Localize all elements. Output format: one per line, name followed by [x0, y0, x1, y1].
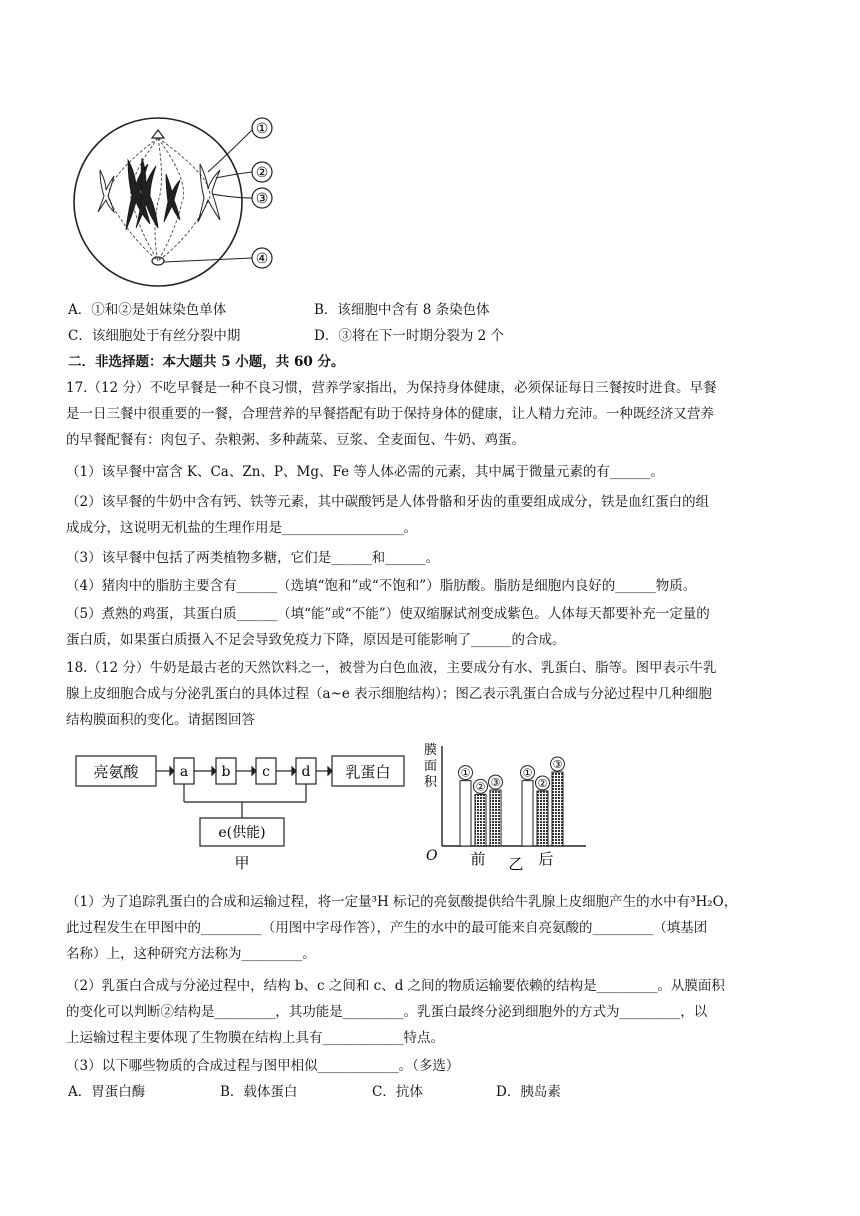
bar-before-1: [460, 781, 471, 846]
bar-after-2: [537, 791, 548, 846]
chromosomes: [126, 158, 180, 230]
q18-sub3: （3）以下哪些物质的合成过程与图甲相似____________。（多选）: [66, 1058, 460, 1074]
q17-line: 17.（12 分）不吃早餐是一种不良习惯，营养学家指出，为保持身体健康，必须保证每日三餐按时进食。早餐: [66, 380, 717, 396]
label-b: b: [221, 764, 231, 780]
centriole-top: [152, 130, 164, 138]
q17-line: 的早餐配餐有：肉包子、杂粮粥、多种蔬菜、豆浆、全麦面包、牛奶、鸡蛋。: [66, 432, 525, 448]
caption-jia: 甲: [234, 854, 250, 872]
bar-label: ②: [537, 776, 548, 790]
spindle-fibers: [109, 138, 210, 261]
q18-option-a: A．胃蛋白酶: [68, 1084, 146, 1100]
q18-sub1-cont: 名称）上，这种研究方法称为_________。: [66, 946, 316, 962]
label-3: [252, 188, 272, 208]
q16-option-a: A．①和②是姐妹染色单体: [68, 302, 227, 318]
group-label-before: 前: [470, 850, 486, 868]
ylabel-char: 积: [424, 775, 438, 790]
section-heading: 二．非选择题：本大题共 5 小题，共 60 分。: [68, 354, 345, 370]
q18-sub2-cont: 的变化可以判断②结构是_________，其功能是_________。乳蛋白最终分泌到细胞外的方式为_________，以: [66, 1004, 708, 1020]
q18-option-c: C．抗体: [372, 1084, 423, 1100]
q16-option-d: D．③将在下一时期分裂为 2 个: [314, 328, 504, 344]
label-milk-protein: 乳蛋白: [345, 763, 391, 781]
q17-sub4: （4）猪肉中的脂肪主要含有______（选填“饱和”或“不饱和”）脂肪酸。脂肪是细胞内良好的______物质。: [66, 578, 697, 594]
bar-label: ③: [552, 758, 563, 772]
origin-label: O: [426, 848, 438, 864]
svg-text:①: ①: [255, 121, 269, 137]
label-2: [252, 162, 272, 182]
label-a: a: [179, 764, 189, 780]
svg-text:④: ④: [255, 251, 269, 267]
bar-before-3: [490, 790, 501, 846]
label-d: d: [301, 764, 311, 780]
bar-label: ②: [475, 780, 486, 794]
bar-label: ①: [460, 766, 471, 780]
bar-after-3: [552, 772, 563, 846]
ylabel-char: 膜: [424, 743, 438, 758]
q18-sub2-cont: 上运输过程主要体现了生物膜在结构上具有____________特点。: [66, 1030, 444, 1046]
label-lines: [164, 130, 252, 262]
label-4: [252, 248, 272, 268]
q16-option-b: B．该细胞中含有 8 条染色体: [314, 302, 490, 318]
cell-division-figure: [70, 112, 290, 288]
q17-sub5-cont: 蛋白质，如果蛋白质摄入不足会导致免疫力下降，原因是可能影响了______的合成。: [66, 632, 566, 648]
q17-sub2-cont: 成成分，这说明无机盐的生理作用是__________________。: [66, 520, 417, 536]
chromosome-left: [98, 170, 114, 212]
q18-option-b: B．载体蛋白: [220, 1084, 298, 1100]
q18-sub2: （2）乳蛋白合成与分泌过程中，结构 b、c 之间和 c、d 之间的物质运输要依赖的结构是_________。从膜面积: [66, 978, 725, 994]
bar-label: ③: [490, 776, 501, 790]
q17-sub1: （1）该早餐中富含 K、Ca、Zn、P、Mg、Fe 等人体必需的元素，其中属于微量元素的有______。: [66, 464, 664, 480]
group-label-after: 后: [538, 850, 554, 868]
q18-intro-line: 结构膜面积的变化。请据图回答: [66, 712, 255, 728]
figure-jia-flow-diagram: [74, 744, 414, 872]
caption-yi: 乙: [508, 855, 524, 870]
q18-intro-line: 腺上皮细胞合成与分泌乳蛋白的具体过程（a~e 表示细胞结构）；图乙表示乳蛋白合成与分泌过程中几种细胞: [66, 686, 712, 702]
svg-text:②: ②: [255, 165, 269, 181]
q18-intro-line: 18.（12 分）牛奶是最古老的天然饮料之一，被誉为白色血液，主要成分有水、乳蛋白、脂等。图甲表示牛乳: [66, 660, 717, 676]
q17-sub2: （2）该早餐的牛奶中含有钙、铁等元素，其中碳酸钙是人体骨骼和牙齿的重要组成成分，铁是血红蛋白的组: [66, 494, 710, 510]
q18-sub1: （1）为了追踪乳蛋白的合成和运输过程，将一定量³H 标记的亮氨酸提供给牛乳腺上皮细胞产生的水中有³H₂O，: [66, 894, 738, 910]
bar-label: ①: [522, 766, 533, 780]
q17-line: 是一日三餐中很重要的一餐，合理营养的早餐搭配有助于保持身体的健康，让人精力充沛。一种既经济又营养: [66, 406, 714, 422]
figure-yi-bar-chart: [420, 740, 590, 870]
ylabel-char: 面: [424, 759, 438, 774]
chromosome-right: [198, 164, 220, 222]
label-leucine: 亮氨酸: [93, 763, 139, 781]
q17-sub3: （3）该早餐中包括了两类植物多糖，它们是______和______。: [66, 550, 440, 566]
label-energy: e(供能): [218, 825, 266, 841]
bar-before-2: [475, 794, 486, 846]
q18-option-d: D．胰岛素: [496, 1084, 561, 1100]
q18-sub1-cont: 此过程发生在甲图中的_________（用图中字母作答），产生的水中的最可能来自亮氨酸的_________（填基团: [66, 920, 708, 936]
q16-option-c: C．该细胞处于有丝分裂中期: [68, 328, 241, 344]
svg-text:③: ③: [255, 191, 269, 207]
bar-after-1: [522, 781, 533, 846]
q17-sub5: （5）煮熟的鸡蛋，其蛋白质______（填“能”或“不能”）使双缩脲试剂变成紫色。人体每天都要补充一定量的: [66, 606, 710, 622]
label-c: c: [262, 764, 270, 780]
label-1: [252, 118, 272, 138]
